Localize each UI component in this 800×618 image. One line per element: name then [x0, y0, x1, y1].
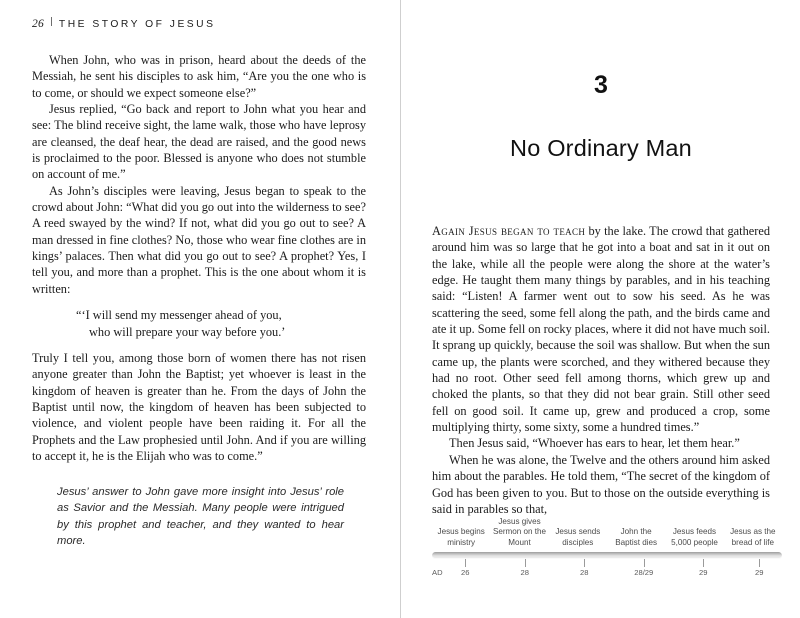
- timeline-event-date: 26: [461, 568, 470, 577]
- commentary-note: Jesus’ answer to John gave more insight into Jesus’ role as Savior and the Messiah. Many people were intrigued by this prophet and teacher, and they wanted to hear more.: [57, 486, 344, 547]
- running-head-separator-icon: [51, 17, 52, 26]
- timeline-event-date: 29: [699, 568, 708, 577]
- right-page: [400, 0, 800, 618]
- timeline-event-label: John the Baptist dies: [615, 527, 658, 547]
- timeline-event-label: Jesus as the bread of life: [730, 527, 776, 547]
- timeline-tick: [644, 559, 645, 567]
- paragraph: Jesus replied, “Go back and report to John what you hear and see: The blind receive sight, the lame walk, those who have leprosy are cleansed, the deaf hear, the dead are raised, and the good news is proclaimed to the poor. Blessed is anyone who does not stumble on account of me.”: [32, 102, 366, 182]
- timeline-event-label: Jesus sends disciples: [555, 527, 601, 547]
- right-page-body: [432, 223, 770, 517]
- paragraph: Truly I tell you, among those born of women there has not risen anyone greater than John the Baptist; yet whoever is least in the kingdom of heaven is greater than he. From the days of John the Baptist until now, the kingdom of heaven has been subjected to violence, and violent people have been raiding it. For all the Prophets and the Law prophesied until John. And if you are willing to accept it, he is the Elijah who was to come.”: [32, 350, 366, 463]
- timeline-tick: [584, 559, 585, 567]
- running-head: [32, 18, 366, 30]
- opening-paragraph-rest: by the lake. The crowd that gathered around him was so large that he got into a boat and sat in it out on the lake, while all the people were along the shore at the water’s edge. He taught them many things by parables, and in his teaching said: “Listen! A farmer went out to sow his seed. As he was scattering the seed, some fell along the path, and the birds came and ate it up. Some fell on rocky places, where it did not have much soil. It sprang up quickly, because the soil was shallow. But when the sun came up, the plants were scorched, and they withered because they had no root. Other seed fell among thorns, which grew up and choked the plants, so that they did not bear grain. Still other seed fell on good soil. It came up, grew and produced a crop, some multiplying thirty, some sixty, some a hundred times.”: [432, 224, 770, 435]
- timeline-era-label: AD: [432, 568, 443, 577]
- verse-line: “‘I will send my messenger ahead of you,: [76, 308, 282, 323]
- timeline-labels: [432, 517, 782, 548]
- verse-block: [32, 307, 366, 340]
- paragraph: Then Jesus said, “Whoever has ears to hear, let them hear.”: [449, 436, 740, 451]
- timeline-tick: [703, 559, 704, 567]
- book-title: THE STORY OF JESUS: [58, 19, 216, 30]
- chapter-number: 3: [594, 71, 608, 99]
- timeline-event-label: Jesus feeds 5,000 people: [671, 527, 718, 547]
- paragraph: As John’s disciples were leaving, Jesus began to speak to the crowd about John: “What did you go out into the wilderness to see? A reed swayed by the wind? If not, what did you go out to see? A man dressed in fine clothes? No, those who wear fine clothes are in kings’ palaces. Then what did you go out to see? A prophet? Yes, I tell you, and more than a prophet. This is the one about whom it is written:: [32, 183, 366, 296]
- chapter-timeline: [432, 517, 782, 580]
- timeline-tick: [525, 559, 526, 567]
- timeline-event-date: 28: [520, 568, 529, 577]
- timeline-event-date: 29: [755, 568, 764, 577]
- timeline-ticks: [432, 559, 782, 567]
- opening-paragraph: [432, 223, 770, 435]
- verse-line: who will prepare your way before you.’: [89, 324, 286, 339]
- timeline-dates: [432, 568, 782, 580]
- paragraph: When John, who was in prison, heard about the deeds of the Messiah, he sent his disciples to ask him, “Are you the one who is to come, or should we expect someone else?”: [32, 53, 366, 100]
- timeline-event-label: Jesus begins ministry: [437, 527, 485, 547]
- chapter-title: No Ordinary Man: [510, 135, 692, 161]
- paragraph: When he was alone, the Twelve and the others around him asked him about the parables. He told them, “The secret of the kingdom of God has been given to you. But to those on the outside everything is said in parables so that,: [432, 452, 770, 516]
- timeline-event-date: 28/29: [634, 568, 654, 577]
- timeline-event-date: 28: [580, 568, 589, 577]
- timeline-tick: [465, 559, 466, 567]
- page-number: 26: [32, 18, 44, 30]
- timeline-bar: [432, 552, 782, 559]
- timeline-tick: [759, 559, 760, 567]
- opening-small-caps: Again Jesus began to teach: [432, 224, 586, 238]
- timeline-event-label: Jesus gives Sermon on the Mount: [492, 516, 547, 547]
